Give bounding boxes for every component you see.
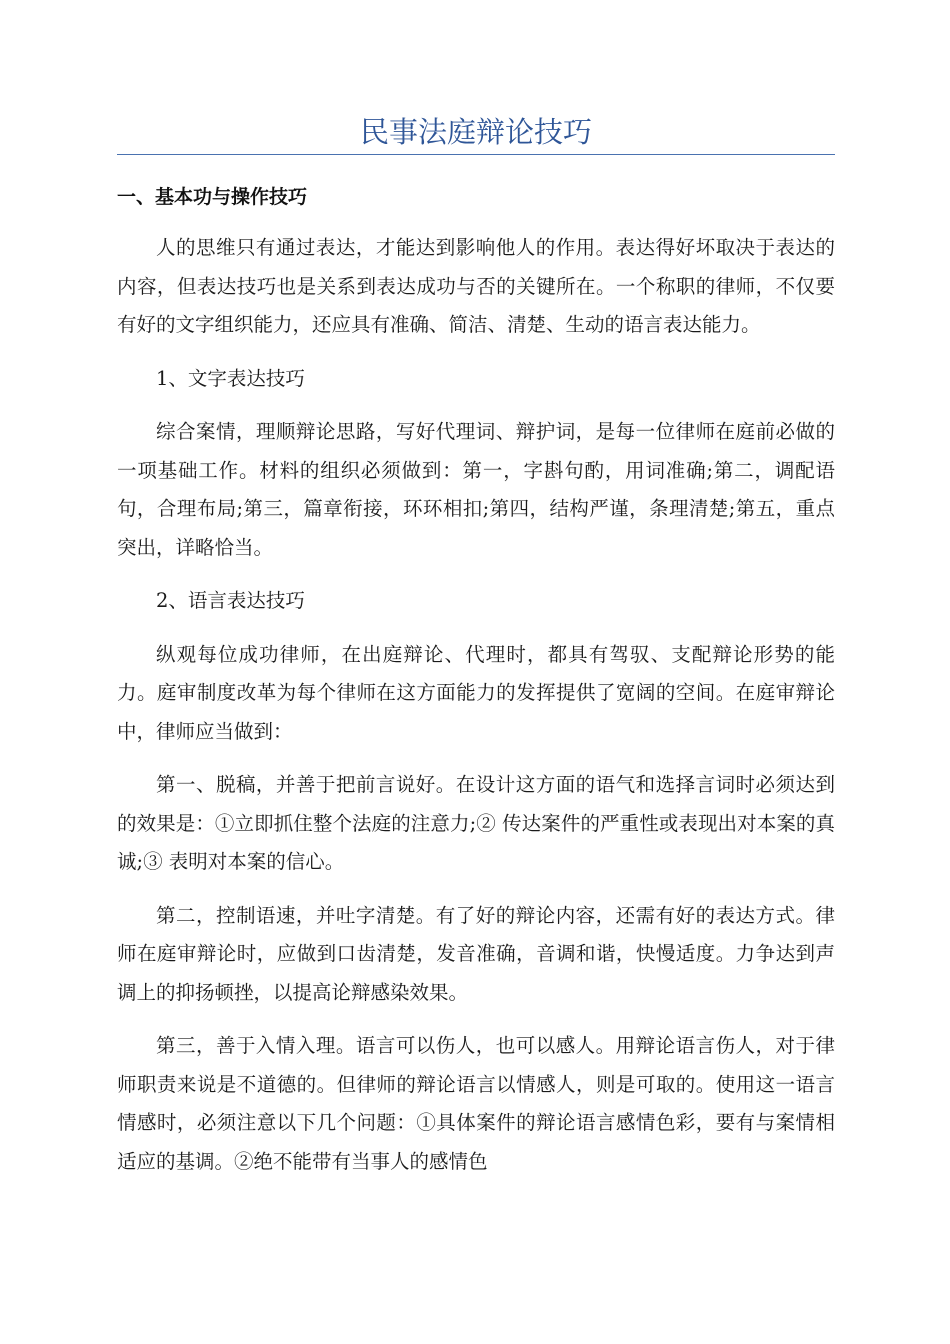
- subheading-written-expression: 1、文字表达技巧: [156, 366, 305, 390]
- paragraph-written-expression: 综合案情，理顺辩论思路，写好代理词、辩护词，是每一位律师在庭前必做的一项基础工作。材料的组织必须做到：第一，字斟句酌，用词准确;第二，调配语句，合理布局;第三，篇章衔接，环环相扣;第四，结构严谨，条理清楚;第五，重点突出，详略恰当。: [117, 420, 835, 559]
- paragraph-verbal-expression: 纵观每位成功律师，在出庭辩论、代理时，都具有驾驭、支配辩论形势的能力。庭审制度改革为每个律师在这方面能力的发挥提供了宽阔的空间。在庭审辩论中，律师应当做到：: [117, 642, 835, 743]
- paragraph-point-one: 第一、脱稿，并善于把前言说好。在设计这方面的语气和选择言词时必须达到的效果是：①立即抓住整个法庭的注意力;② 传达案件的严重性或表现出对本案的真诚;③ 表明对本案的信心。: [117, 773, 835, 873]
- section-heading-basics: 一、基本功与操作技巧: [117, 186, 308, 208]
- paragraph-point-two: 第二，控制语速，并吐字清楚。有了好的辩论内容，还需有好的表达方式。律师在庭审辩论时，应做到口齿清楚，发音准确，音调和谐，快慢适度。力争达到声调上的抑扬顿挫，以提高论辩感染效果。: [117, 903, 835, 1004]
- paragraph-point-three: 第三，善于入情入理。语言可以伤人，也可以感人。用辩论语言伤人，对于律师职责来说是不道德的。但律师的辩论语言以情感人，则是可取的。使用这一语言情感时，必须注意以下几个问题：①具体案件的辩论语言感情色彩，要有与案情相适应的基调。②绝不能带有当事人的感情色: [117, 1034, 835, 1173]
- document-title: 民事法庭辩论技巧: [117, 0, 835, 155]
- subheading-verbal-expression: 2、语言表达技巧: [156, 589, 305, 612]
- paragraph-intro: 人的思维只有通过表达，才能达到影响他人的作用。表达得好坏取决于表达的内容，但表达技巧也是关系到表达成功与否的关键所在。一个称职的律师，不仅要有好的文字组织能力，还应具有准确、简洁、清楚、生动的语言表达能力。: [117, 236, 835, 336]
- document-page: [117, 0, 835, 1181]
